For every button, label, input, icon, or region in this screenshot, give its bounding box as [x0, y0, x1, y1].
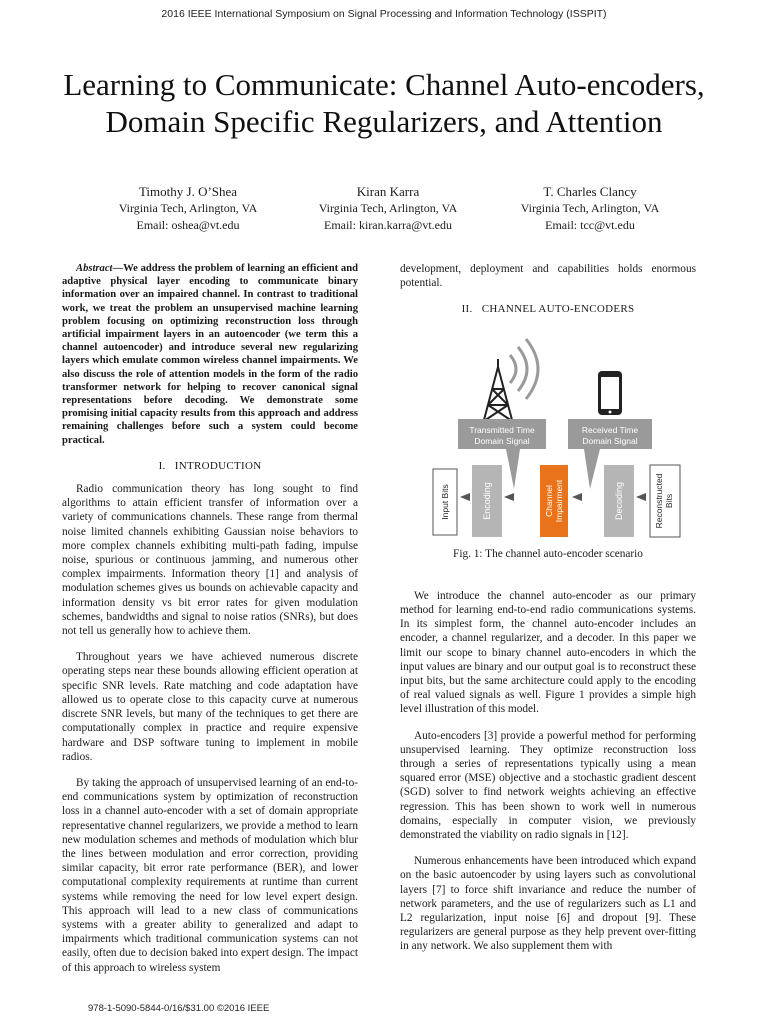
title-line-2: Domain Specific Regularizers, and Attention	[105, 104, 663, 139]
arrow-icon	[636, 493, 646, 501]
conference-header: 2016 IEEE International Symposium on Signal Processing and Information Technology (ISSPIT)	[161, 8, 607, 20]
channel-label-line-1: Channel	[544, 484, 554, 517]
left-column	[62, 262, 358, 975]
paragraph: Numerous enhancements have been introduced which expand on the basic autoencoder by using layers such as convolutional layers [7] to force shift invariance and reduce the number of network parameters, and the use of regularizers such as L1 and L2 regularization, input noise [6] and dropout [9]. These regularizers are general purpose as they help prevent over-fitting in any network. We also supplement them with	[400, 855, 696, 953]
author-email: Email: kiran.karra@vt.edu	[323, 218, 452, 232]
abstract-label: Abstract	[76, 263, 113, 274]
figure-1	[400, 317, 696, 547]
section-title: CHANNEL AUTO-ENCODERS	[481, 303, 635, 316]
author-affiliation: Virginia Tech, Arlington, VA	[118, 201, 258, 215]
channel-autoencoder-diagram	[400, 317, 696, 547]
arrow-icon	[460, 493, 470, 501]
channel-label-line-2: Impairment	[554, 479, 564, 522]
arrow-icon	[504, 493, 514, 501]
author-1	[78, 183, 298, 234]
author-name: Kiran Karra	[356, 184, 420, 199]
author-affiliation: Virginia Tech, Arlington, VA	[520, 201, 660, 215]
abstract	[62, 262, 358, 447]
paragraph: development, deployment and capabilities holds enormous potential.	[400, 263, 696, 290]
section-heading-cae	[400, 302, 696, 316]
received-label-line-2: Domain Signal	[582, 435, 638, 446]
author-email: Email: tcc@vt.edu	[545, 218, 635, 232]
decoding-label: Decoding	[614, 481, 624, 520]
copyright-footer: 978-1-5090-5844-0/16/$31.00 ©2016 IEEE	[88, 1003, 270, 1014]
mobile-phone-icon	[598, 371, 622, 415]
author-3	[480, 183, 700, 234]
received-label-line-1: Received Time	[581, 424, 639, 435]
reconstructed-label-line-2: Bits	[664, 493, 674, 508]
section-number: II.	[461, 303, 473, 316]
arrow-icon	[572, 493, 582, 501]
radio-wave-icon	[518, 347, 527, 391]
abstract-text: —We address the problem of learning an efficient and adaptive physical layer encoding to communicate binary information over an impaired channel. In contrast to traditional work, we treat the problem an unsupervised machine learning problem focusing on optimizing reconstruction loss through artificial impairment layers in an autoencoder (we term this a channel autoencoder) and introduce several new regularizing layers which emulate common wireless channel impairments. We also discuss the role of attention models in the form of the radio transformer network for helping to recover canonical signal representations before decoding. We demonstrate some promising initial capacity results from this approach and address remaining challenges before such a system could become practical.	[62, 263, 358, 446]
author-affiliation: Virginia Tech, Arlington, VA	[318, 201, 458, 215]
author-block	[0, 183, 768, 233]
input-bits-label: Input Bits	[440, 483, 450, 520]
encoding-label: Encoding	[482, 481, 492, 520]
paragraph: By taking the approach of unsupervised learning of an end-to-end communications system by optimization of reconstruction loss in a channel auto-encoder with a set of domain appropriate representative channel regularizers, we provide a method to learn new modulation schemes and methods of modulation which blur the lines between modulation and error correction, providing similar capacity, bit error rate performance (BER), and lower computational complexity requirements at runtime than current systems while removing the need for low level expert design. This approach will lead to a new class of communications systems with a greater ability to generalized and adapt to impairments which traditional communication systems can not easily, often due to decision baked into expert design. The impact of this approach to wireless system	[62, 776, 358, 974]
author-name: T. Charles Clancy	[543, 184, 637, 199]
paper-title	[40, 66, 728, 140]
paragraph: Auto-encoders [3] provide a powerful method for performing unsupervised learning. They optimize reconstruction loss through a series of representations typically using a mean squared error (MSE) objective and a stochastic gradient descent (SGD) solver to find network weights achieving an effective regression. This has been shown to work well in numerous domains, especially in computer vision, we previously demonstrated the viability on radio signals in [12].	[400, 729, 696, 842]
figure-caption: Fig. 1: The channel auto-encoder scenario	[453, 547, 643, 560]
transmitted-label-line-1: Transmitted Time	[469, 424, 535, 435]
section-heading-intro	[62, 459, 358, 473]
author-email: Email: oshea@vt.edu	[136, 218, 240, 232]
right-column	[400, 262, 696, 954]
author-2	[278, 183, 498, 234]
section-number: I.	[158, 459, 166, 472]
author-name: Timothy J. O’Shea	[138, 184, 238, 199]
section-title: INTRODUCTION	[174, 459, 262, 472]
paragraph: Radio communication theory has long sought to find algorithms to attain efficient transfer of information over a variety of communications channels. These range from thermal noise limited channels exhibiting Gaussian noise behaviors to more complex channels exhibiting multi-path fading, impulse noise, spurious or continuous jamming, and numerous other complex impairments. Information theory [1] and analysis of modulation schemes gives us bounds on achievable capacity and information density vs bit error rates for given modulation schemes, bandwidths and signal to noise ratios (SNRs), but does not tell us generally how to achieve them.	[62, 483, 358, 638]
transmitted-label-line-2: Domain Signal	[474, 435, 530, 446]
paragraph: Throughout years we have achieved numerous discrete operating steps near these bounds allowing efficient operation at specific SNR levels. Rate matching and code adaptation have allowed us to operate close to this capacity curve at numerous discrete SNR levels, but many of the techniques to get there are computationally complex in practice and require expensive hardware and DSP software tuning to implement in mobile radios.	[62, 651, 358, 763]
radio-wave-icon	[510, 355, 516, 383]
title-line-1: Learning to Communicate: Channel Auto-encoders,	[63, 67, 705, 102]
paragraph: We introduce the channel auto-encoder as our primary method for learning end-to-end radio communications systems. In its simplest form, the channel auto-encoder includes an encoder, a channel regularizer, and a decoder. In this paper we limit our scope to binary channel auto-encoders in which the input values are binary and our output goal is to reconstruct these input bits, but the same architecture could apply to the encoding of real valued signals as well. Figure 1 provides a simple high level illustration of this model.	[400, 589, 696, 716]
reconstructed-label-line-1: Reconstructed	[654, 473, 664, 529]
